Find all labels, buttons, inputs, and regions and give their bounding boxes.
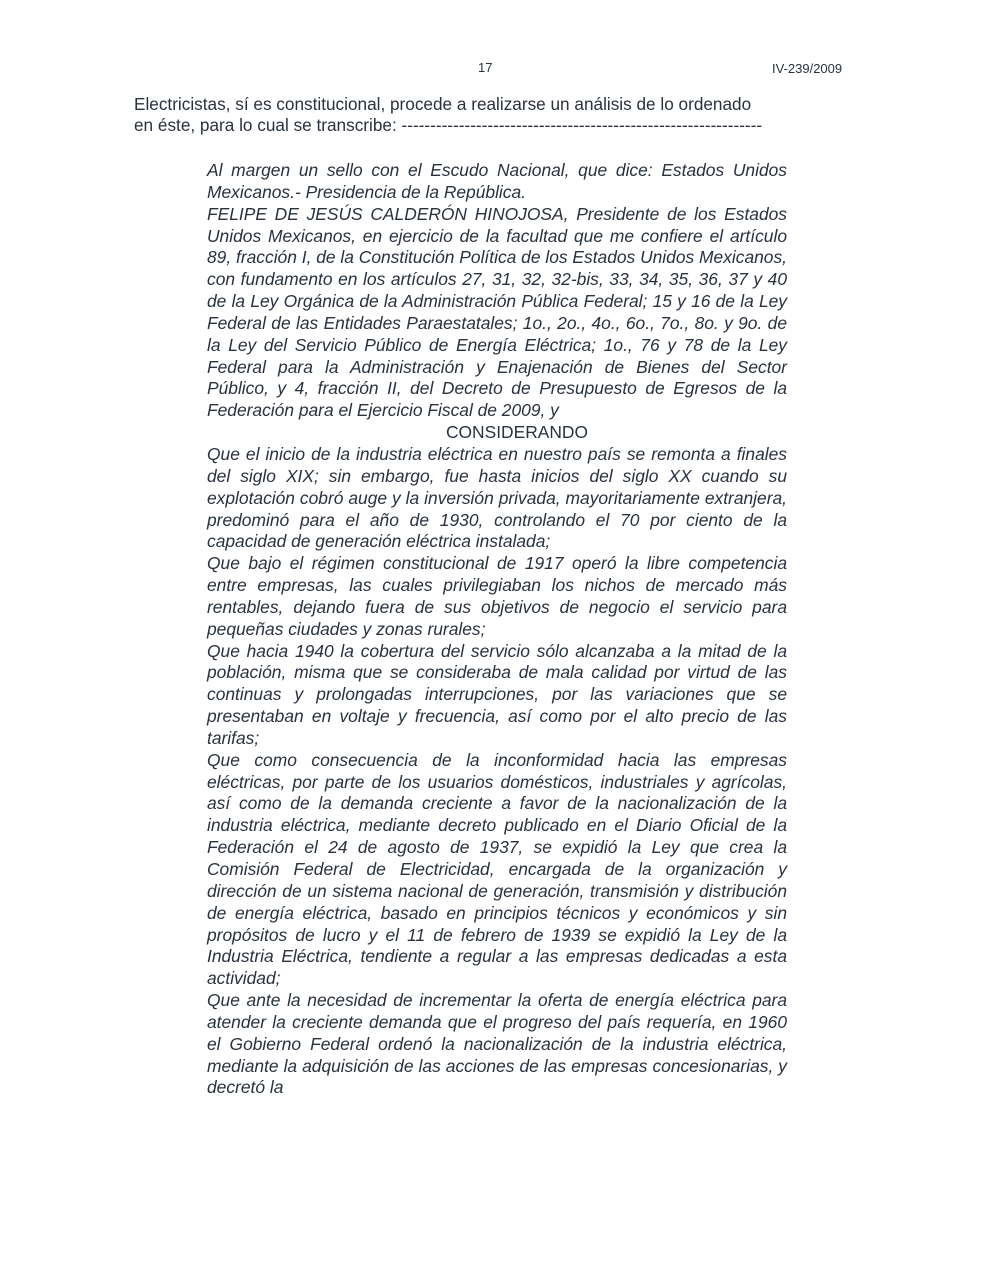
page-number: 17 <box>478 60 493 75</box>
considerando-heading: CONSIDERANDO <box>445 422 589 443</box>
seal-paragraph: Al margen un sello con el Escudo Nacional, que dice: Estados Unidos Mexicanos.- Presidencia de la República. <box>207 160 787 202</box>
preamble-paragraph: FELIPE DE JESÚS CALDERÓN HINOJOSA, Presidente de los Estados Unidos Mexicanos, en ejercicio de la facultad que me confiere el artículo 89, fracción I, de la Constitución Política de los Estados Unidos Mexicanos, con fundamento en los artículos 27, 31, 32, 32-bis, 33, 34, 35, 36, 37 y 40 de la Ley Orgánica de la Administración Pública Federal; 15 y 16 de la Ley Federal de las Entidades Paraestatales; 1o., 2o., 4o., 6o., 7o., 8o. y 9o. de la Ley del Servicio Público de Energía Eléctrica; 1o., 76 y 78 de la Ley Federal para la Administración y Enajenación de Bienes del Sector Público, y 4, fracción II, del Decreto de Presupuesto de Egresos de la Federación para el Ejercicio Fiscal de 2009, y <box>207 203 787 421</box>
intro-paragraph <box>134 94 854 136</box>
considerando-paragraph-5: Que ante la necesidad de incrementar la oferta de energía eléctrica para atender la creciente demanda que el progreso del país requería, en 1960 el Gobierno Federal ordenó la nacionalización de la industria eléctrica, mediante la adquisición de las acciones de las empresas concesionarias, y decretó la <box>207 990 787 1098</box>
considerando-paragraph-2: Que bajo el régimen constitucional de 1917 operó la libre competencia entre empresas, las cuales privilegiaban los nichos de mercado más rentables, dejando fuera de sus objetivos de negocio el servicio para pequeñas ciudades y zonas rurales; <box>207 553 787 639</box>
case-number: IV-239/2009 <box>772 61 843 76</box>
intro-line-2: en éste, para lo cual se transcribe: --------------------------------------------------------------- <box>134 115 763 135</box>
considerando-paragraph-3: Que hacia 1940 la cobertura del servicio sólo alcanzaba a la mitad de la población, misma que se consideraba de mala calidad por virtud de las continuas y prolongadas interrupciones, por las variaciones que se presentaban en voltaje y frecuencia, así como por el alto precio de las tarifas; <box>207 640 787 748</box>
transcribed-decree <box>207 160 787 1099</box>
considerando-paragraph-4: Que como consecuencia de la inconformidad hacia las empresas eléctricas, por parte de los usuarios domésticos, industriales y agrícolas, así como de la demanda creciente a favor de la nacionalización de la industria eléctrica, mediante decreto publicado en el Diario Oficial de la Federación el 24 de agosto de 1937, se expidió la Ley que crea la Comisión Federal de Electricidad, encargada de la organización y dirección de un sistema nacional de generación, transmisión y distribución de energía eléctrica, basado en principios técnicos y económicos y sin propósitos de lucro y el 11 de febrero de 1939 se expidió la Ley de la Industria Eléctrica, tendiente a regular a las empresas dedicadas a esta actividad; <box>207 749 787 989</box>
intro-line-1: Electricistas, sí es constitucional, procede a realizarse un análisis de lo ordenado <box>134 94 752 114</box>
considerando-paragraph-1: Que el inicio de la industria eléctrica en nuestro país se remonta a finales del siglo XIX; sin embargo, fue hasta inicios del siglo XX cuando su explotación cobró auge y la inversión privada, mayoritariamente extranjera, predominó para el año de 1930, controlando el 70 por ciento de la capacidad de generación eléctrica instalada; <box>207 443 787 552</box>
